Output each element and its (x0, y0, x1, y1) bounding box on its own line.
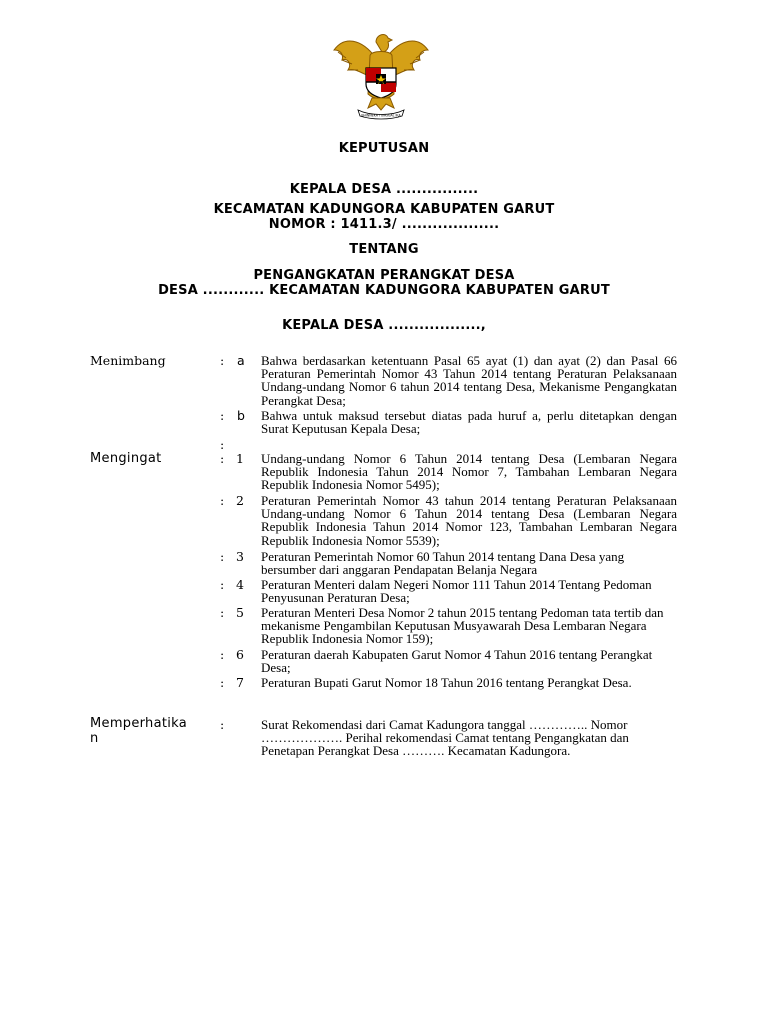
item-mark: 7 (236, 675, 244, 690)
menimbang-item-a: Bahwa berdasarkan ketentuann Pasal 65 ayat (1) dan ayat (2) dan Pasal 66 Peraturan Pemerintah Nomor 43 Tahun 2014 tentang Peraturan Pelaksanaan Undang-undang Nomor 6 tahun 2014 tentang Desa, Mekanisme Pengangkatan Perangkat Desa; (261, 353, 677, 408)
colon: : (220, 451, 225, 466)
colon: : (220, 408, 225, 423)
item-mark: 6 (236, 647, 244, 662)
motto-text: BHINNEKA TUNGGAL IKA (361, 113, 401, 118)
garuda-pancasila-emblem-icon (326, 28, 436, 120)
item-mark: 4 (236, 577, 244, 592)
colon: : (220, 353, 225, 368)
item-mark: a (237, 353, 245, 368)
item-mark: 1 (236, 451, 244, 466)
mengingat-item-2: Peraturan Pemerintah Nomor 43 tahun 2014 tentang Peraturan Pelaksanaan Undang-undang Nomor 6 Tahun 2014 tentang Desa (Lembaran Negara Republik Indonesia Tahun 2014 Nomor 123, Tambahan Lembaran Negara Republik Indonesia Nomor 5539); (261, 493, 677, 548)
header-subject: PENGANGKATAN PERANGKAT DESA (253, 268, 515, 283)
mengingat-item-4: Peraturan Menteri dalam Negeri Nomor 111 Tahun 2014 Tentang Pedoman Penyusunan Peraturan Desa; (261, 577, 652, 606)
item-mark: 3 (236, 549, 244, 564)
item-mark: b (237, 408, 245, 423)
header-desa-kecamatan: DESA ............ KECAMATAN KADUNGORA KABUPATEN GARUT (158, 283, 610, 298)
mengingat-item-7: Peraturan Bupati Garut Nomor 18 Tahun 2016 tentang Perangkat Desa. (261, 675, 632, 690)
item-mark: 5 (236, 605, 244, 620)
menimbang-item-b: Bahwa untuk maksud tersebut diatas pada huruf a, perlu ditetapkan dengan Surat Keputusan Kepala Desa; (261, 408, 677, 437)
item-mark: 2 (236, 493, 244, 508)
mengingat-item-1: Undang-undang Nomor 6 Tahun 2014 tentang Desa (Lembaran Negara Republik Indonesia Tahun 2014 Nomor 7, Tambahan Lembaran Negara Republik Indonesia Nomor 5495); (261, 451, 677, 493)
colon: : (220, 675, 225, 690)
memperhatikan-label: Memperhatika (90, 716, 188, 731)
header-kecamatan: KECAMATAN KADUNGORA KABUPATEN GARUT (213, 202, 555, 217)
colon: : (220, 577, 225, 592)
mengingat-item-6: Peraturan daerah Kabupaten Garut Nomor 4 Tahun 2016 tentang Perangkat Desa; (261, 647, 653, 676)
header-tentang: TENTANG (349, 242, 419, 257)
colon: : (220, 493, 225, 508)
header-kepala-desa: KEPALA DESA ................ (289, 182, 479, 197)
memperhatikan-text: Surat Rekomendasi dari Camat Kadungora tanggal ………….. Nomor ………………. Perihal rekomendasi Camat tentang Pengangkatan dan Penetapan Perangkat Desa ………. Kecamatan Kadungora. (261, 717, 629, 759)
menimbang-label: Menimbang (90, 353, 166, 368)
document-title: KEPUTUSAN (338, 141, 430, 156)
colon: : (220, 717, 225, 732)
colon: : (220, 605, 225, 620)
memperhatikan-label-wrap: n (90, 731, 99, 746)
colon: : (220, 437, 225, 452)
mengingat-item-3: Peraturan Pemerintah Nomor 60 Tahun 2014 tentang Dana Desa yang bersumber dari anggaran Pendapatan Belanja Negara (261, 549, 625, 578)
colon: : (220, 647, 225, 662)
header-nomor: NOMOR : 1411.3/ ................... (268, 217, 500, 232)
mengingat-label: Mengingat (90, 451, 162, 466)
mengingat-item-5: Peraturan Menteri Desa Nomor 2 tahun 2015 tentang Pedoman tata tertib dan mekanisme Pengambilan Keputusan Musyawarah Desa Lembaran Negara Republik Indonesia Nomor 159); (261, 605, 664, 647)
header-kepala-desa-signatory: KEPALA DESA .................., (282, 318, 486, 333)
colon: : (220, 549, 225, 564)
